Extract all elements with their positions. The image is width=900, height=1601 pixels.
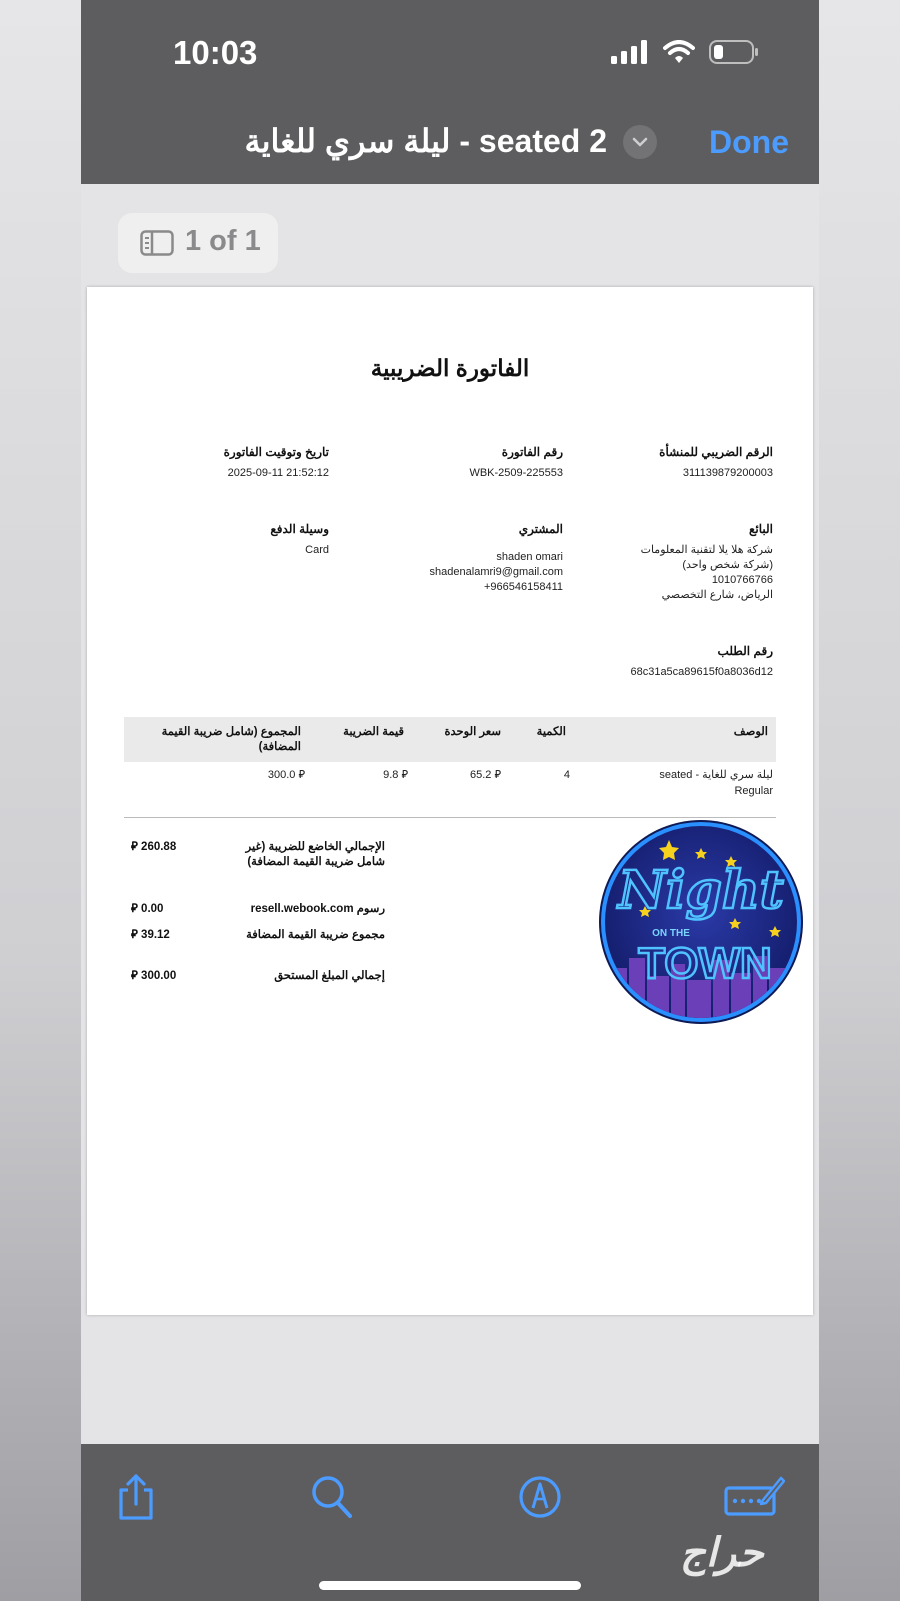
- tax-number-block: [583, 445, 773, 481]
- row-unit-price-value: 65.2: [469, 769, 492, 781]
- taxable-total-label: الإجمالي الخاضع للضريبة (غير شامل ضريبة القيمة المضافة): [245, 841, 385, 868]
- payment-label: وسيلة الدفع: [270, 522, 329, 536]
- col-description: الوصف: [733, 726, 768, 738]
- chevron-down-icon: [632, 136, 648, 148]
- taxable-total-value: [131, 840, 176, 855]
- bottom-toolbar: [81, 1444, 819, 1601]
- amount-due-label: إجمالي المبلغ المستحق: [274, 970, 385, 982]
- markup-pen-icon: [517, 1472, 563, 1522]
- riyal-icon: ⃁: [131, 903, 138, 915]
- seller-address: الرياض، شارع التخصصي: [661, 589, 773, 601]
- tax-number-value: 311139879200003: [682, 467, 773, 479]
- logo-word-night: Night: [618, 860, 784, 921]
- title-menu-button[interactable]: [623, 125, 657, 159]
- signal-icon: [611, 40, 649, 64]
- tax-number-label: الرقم الضريبي للمنشأة: [659, 445, 773, 459]
- logo-word-town: TOWN: [638, 939, 772, 988]
- items-table-header: [124, 717, 776, 762]
- row-tax-value-value: 9.8: [383, 769, 399, 781]
- buyer-email: shadenalamri9@gmail.com: [429, 566, 563, 578]
- riyal-icon: ⃁: [131, 841, 138, 853]
- row-total: [268, 768, 305, 783]
- invoice-date-block: [129, 445, 329, 481]
- row-tax-value: [383, 768, 408, 783]
- riyal-icon: ⃁: [298, 769, 305, 781]
- riyal-icon: ⃁: [494, 769, 501, 781]
- invoice-date-value: 2025-09-11 21:52:12: [227, 467, 329, 479]
- logo-word-on-the: ON THE: [652, 928, 690, 939]
- share-button[interactable]: [113, 1472, 159, 1518]
- row-quantity: 4: [563, 769, 570, 781]
- form-fill-icon: [723, 1472, 785, 1522]
- seller-label: البائع: [749, 522, 773, 536]
- amount-due-amount: 300.00: [141, 970, 177, 982]
- top-bar: [81, 0, 819, 184]
- row-description-1: ليلة سري للغاية - seated: [659, 769, 773, 781]
- fees-amount: 0.00: [141, 903, 164, 915]
- wifi-icon: [663, 40, 695, 64]
- invoice-title: الفاتورة الضريبية: [370, 355, 530, 381]
- page-indicator[interactable]: [118, 213, 278, 273]
- col-quantity: الكمية: [536, 726, 566, 738]
- fees-value: [131, 902, 163, 917]
- fees-label: رسوم resell.webook.com: [250, 903, 385, 915]
- vat-total-value: [131, 928, 170, 943]
- markup-button[interactable]: [517, 1472, 563, 1518]
- invoice-number-label: رقم الفاتورة: [501, 445, 563, 459]
- row-description-2: Regular: [734, 785, 773, 797]
- taxable-total-amount: 260.88: [141, 841, 177, 853]
- status-time: 10:03: [173, 34, 258, 71]
- payment-block: [129, 522, 329, 558]
- document-title[interactable]: ليلة سري للغاية - seated 2: [244, 123, 607, 159]
- vat-total-label: مجموع ضريبة القيمة المضافة: [246, 929, 385, 941]
- order-block: [573, 644, 773, 680]
- sidebar-icon: [140, 230, 174, 256]
- seller-type: (شركة شخص واحد): [682, 559, 773, 571]
- share-icon: [113, 1472, 159, 1522]
- buyer-block: [363, 522, 563, 595]
- payment-value: Card: [305, 544, 329, 556]
- haraj-watermark: حراج: [680, 1531, 764, 1575]
- nav-title-row: [81, 120, 819, 164]
- search-icon: [309, 1472, 355, 1522]
- pdf-viewer-screen: [81, 0, 819, 1601]
- invoice-page: [87, 287, 813, 1315]
- vat-total-amount: 39.12: [141, 929, 170, 941]
- amount-due-value: [131, 969, 176, 984]
- buyer-name: shaden omari: [496, 551, 563, 563]
- col-total: المجموع (شامل ضريبة القيمة المضافة): [161, 726, 301, 753]
- invoice-date-label: تاريخ وتوقيت الفاتورة: [223, 445, 329, 459]
- order-label: رقم الطلب: [717, 644, 773, 658]
- logo-badge: [597, 818, 805, 1026]
- invoice-number-value: WBK-2509-225553: [469, 467, 563, 479]
- col-tax-value: قيمة الضريبة: [343, 726, 404, 738]
- status-icons: [611, 40, 759, 64]
- row-total-value: 300.0: [267, 769, 296, 781]
- row-unit-price: [470, 768, 501, 783]
- seller-name: شركة هلا يلا لتقنية المعلومات: [640, 544, 773, 556]
- col-unit-price: سعر الوحدة: [444, 726, 501, 738]
- riyal-icon: ⃁: [401, 769, 408, 781]
- page-count-label: 1 of 1: [185, 225, 261, 257]
- search-button[interactable]: [309, 1472, 355, 1518]
- form-fill-button[interactable]: [723, 1472, 785, 1518]
- night-on-the-town-logo: [597, 818, 805, 1026]
- invoice-number-block: [383, 445, 563, 481]
- done-button[interactable]: Done: [709, 124, 789, 160]
- buyer-label: المشتري: [518, 522, 563, 536]
- order-value: 68c31a5ca89615f0a8036d12: [630, 666, 773, 678]
- home-indicator[interactable]: [319, 1581, 581, 1590]
- seller-block: [573, 522, 773, 603]
- buyer-phone: +966546158411: [483, 581, 563, 593]
- seller-cr: 1010766766: [711, 574, 773, 586]
- riyal-icon: ⃁: [131, 970, 138, 982]
- riyal-icon: ⃁: [131, 929, 138, 941]
- battery-icon: [709, 40, 759, 64]
